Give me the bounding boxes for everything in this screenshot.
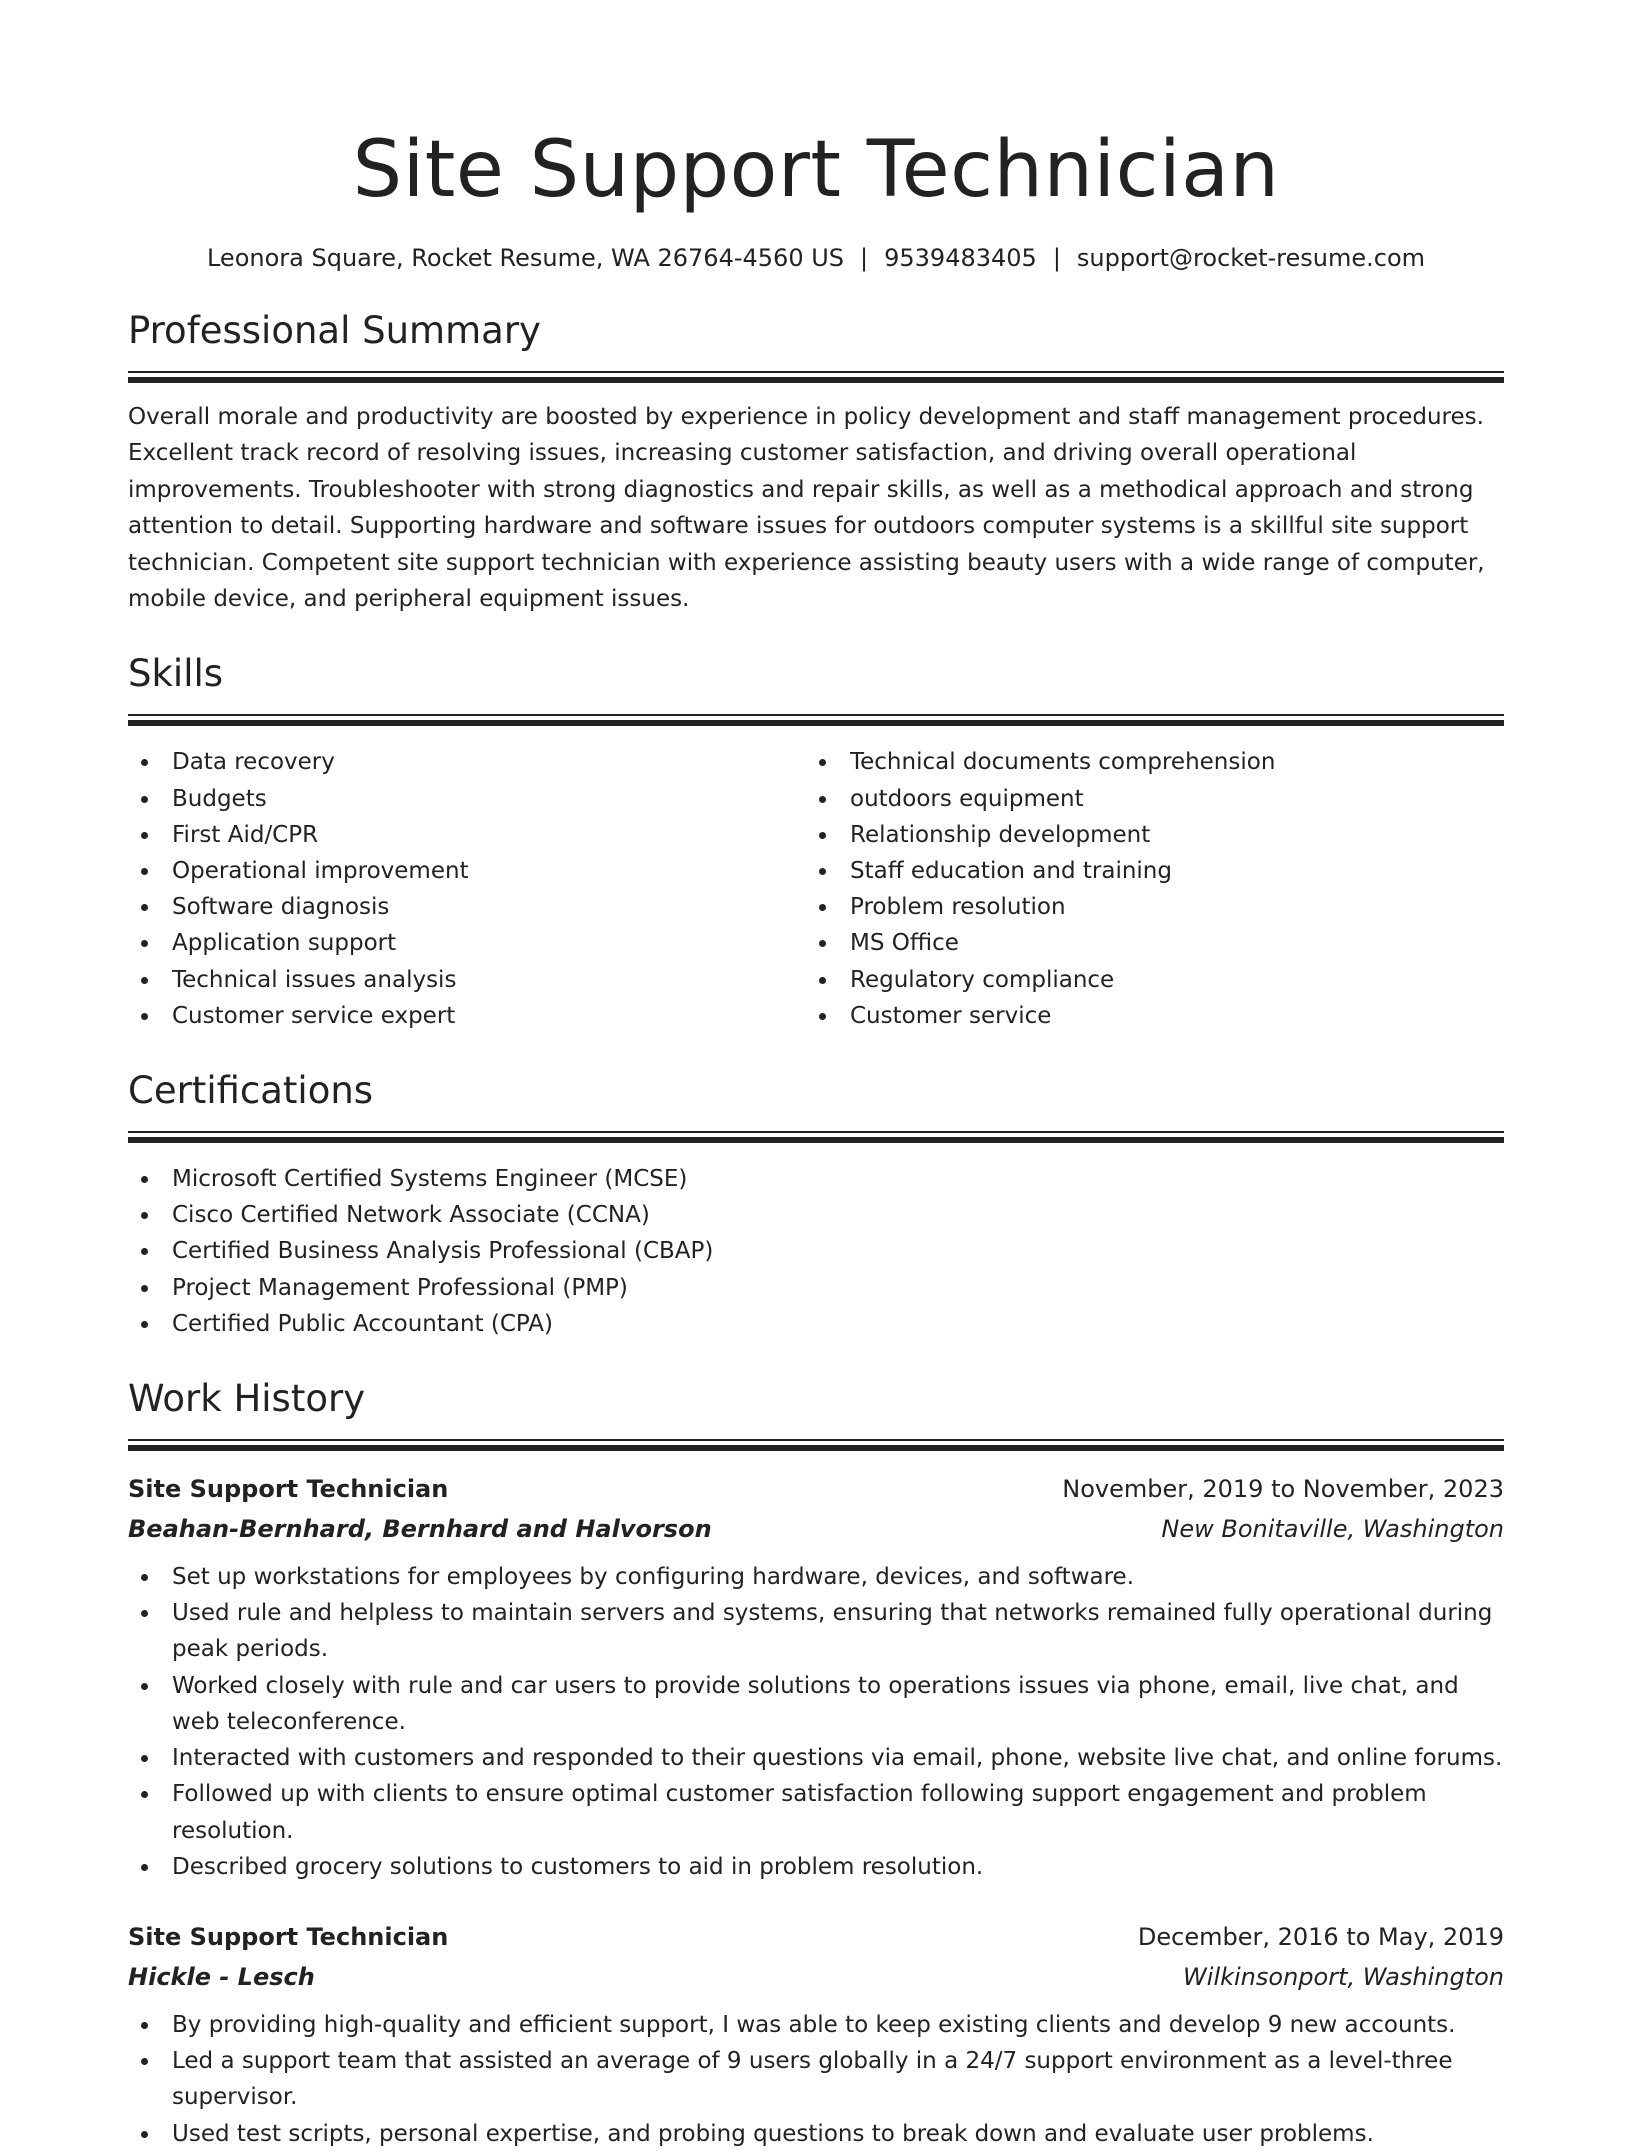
- skill-item: Budgets: [128, 781, 806, 817]
- contact-separator: |: [1052, 244, 1061, 272]
- skill-item: Application support: [128, 925, 806, 961]
- skill-item: Software diagnosis: [128, 889, 806, 925]
- job-company: Hickle - Lesch: [128, 1962, 315, 1991]
- job-location: New Bonitaville, Washington: [1161, 1515, 1504, 1544]
- section-divider-thin: [128, 371, 1504, 373]
- summary-text: Overall morale and productivity are boosted by experience in policy development and staff management procedures. Excellent track record of resolving issues, increasing customer satisfaction, and driving overall operational improvements. Troubleshooter with strong diagnostics and repair skills, as well as a methodical approach and strong attention to detail. Supporting hardware and software issues for outdoors computer systems is a skillful site support technician. Competent site support technician with experience assisting beauty users with a wide range of computer, mobile device, and peripheral equipment issues.: [128, 404, 1485, 613]
- job-duties-list: [128, 2007, 1504, 2152]
- summary-section: [128, 308, 1504, 617]
- certification-item: Cisco Certified Network Associate (CCNA): [128, 1197, 1504, 1233]
- job-title: Site Support Technician: [128, 1475, 449, 1504]
- skill-item: Customer service: [806, 998, 1484, 1034]
- skill-item: MS Office: [806, 925, 1484, 961]
- skill-item: Operational improvement: [128, 853, 806, 889]
- section-header: [128, 1068, 1504, 1143]
- job-dates: November, 2019 to November, 2023: [1062, 1475, 1504, 1504]
- skill-item: Data recovery: [128, 744, 806, 780]
- certification-item: Project Management Professional (PMP): [128, 1270, 1504, 1306]
- section-heading: Professional Summary: [128, 309, 541, 352]
- resume-page: [128, 0, 1504, 2152]
- job-duties-list: [128, 1559, 1504, 1885]
- skills-list-right: [806, 744, 1484, 1034]
- skill-item: Technical issues analysis: [128, 962, 806, 998]
- job-company: Beahan-Bernhard, Bernhard and Halvorson: [128, 1515, 712, 1544]
- section-header: [128, 651, 1504, 726]
- section-heading: Certifications: [128, 1069, 374, 1113]
- contact-phone: 9539483405: [884, 244, 1037, 272]
- skill-item: Staff education and training: [806, 853, 1484, 889]
- section-divider-thin: [128, 714, 1504, 716]
- section-divider-thick: [128, 1445, 1504, 1451]
- work-history-section: [128, 1376, 1504, 2152]
- job-title: Site Support Technician: [128, 1922, 449, 1951]
- job-dates: December, 2016 to May, 2019: [1137, 1922, 1504, 1951]
- job-title-row: [128, 1469, 1504, 1509]
- section-divider-thick: [128, 377, 1504, 383]
- certifications-section: [128, 1068, 1504, 1342]
- skill-item: Problem resolution: [806, 889, 1484, 925]
- skill-item: outdoors equipment: [806, 781, 1484, 817]
- skills-columns: [128, 744, 1504, 1034]
- job-duty: Led a support team that assisted an average of 9 users globally in a 24/7 support environment as a level-three supervisor.: [128, 2043, 1504, 2115]
- job-duty: Set up workstations for employees by configuring hardware, devices, and software.: [128, 1559, 1504, 1595]
- section-divider-thick: [128, 720, 1504, 726]
- skills-section: [128, 651, 1504, 1034]
- job-entry: [128, 1469, 1504, 1885]
- skill-item: First Aid/CPR: [128, 817, 806, 853]
- contact-email: support@rocket-resume.com: [1076, 244, 1425, 272]
- certification-item: Certified Public Accountant (CPA): [128, 1306, 1504, 1342]
- job-duty: Interacted with customers and responded to their questions via email, phone, website live chat, and online forums.: [128, 1740, 1504, 1776]
- skill-item: Regulatory compliance: [806, 962, 1484, 998]
- section-divider-thin: [128, 1439, 1504, 1441]
- job-duty: Described grocery solutions to customers to aid in problem resolution.: [128, 1849, 1504, 1885]
- section-header: [128, 308, 1504, 383]
- section-header: [128, 1376, 1504, 1451]
- contact-address: Leonora Square, Rocket Resume, WA 26764-4560 US: [206, 244, 845, 272]
- job-duty: Worked closely with rule and car users to provide solutions to operations issues via phone, email, live chat, and web teleconference.: [128, 1668, 1504, 1740]
- skill-item: Technical documents comprehension: [806, 744, 1484, 780]
- job-entry: [128, 1917, 1504, 2152]
- skill-item: Customer service expert: [128, 998, 806, 1034]
- resume-title: Site Support Technician: [352, 125, 1280, 215]
- job-location: Wilkinsonport, Washington: [1183, 1962, 1504, 1991]
- skills-list-left: [128, 744, 806, 1034]
- section-divider-thin: [128, 1131, 1504, 1133]
- section-heading: Work History: [128, 1377, 366, 1421]
- skill-item: Relationship development: [806, 817, 1484, 853]
- job-company-row: [128, 1957, 1504, 1997]
- certification-item: Microsoft Certified Systems Engineer (MCSE): [128, 1161, 1504, 1197]
- job-duty: By providing high-quality and efficient support, I was able to keep existing clients and develop 9 new accounts.: [128, 2007, 1504, 2043]
- job-duty: Used test scripts, personal expertise, and probing questions to break down and evaluate user problems.: [128, 2116, 1504, 2152]
- certification-item: Certified Business Analysis Professional (CBAP): [128, 1233, 1504, 1269]
- certifications-list: [128, 1161, 1504, 1342]
- job-company-row: [128, 1509, 1504, 1549]
- contact-line: [128, 242, 1504, 274]
- job-duty: Used rule and helpless to maintain servers and systems, ensuring that networks remained fully operational during peak periods.: [128, 1595, 1504, 1667]
- job-title-row: [128, 1917, 1504, 1957]
- section-heading: Skills: [128, 652, 224, 696]
- contact-separator: |: [860, 244, 869, 272]
- job-duty: Followed up with clients to ensure optimal customer satisfaction following support engagement and problem resolution.: [128, 1776, 1504, 1848]
- section-divider-thick: [128, 1137, 1504, 1143]
